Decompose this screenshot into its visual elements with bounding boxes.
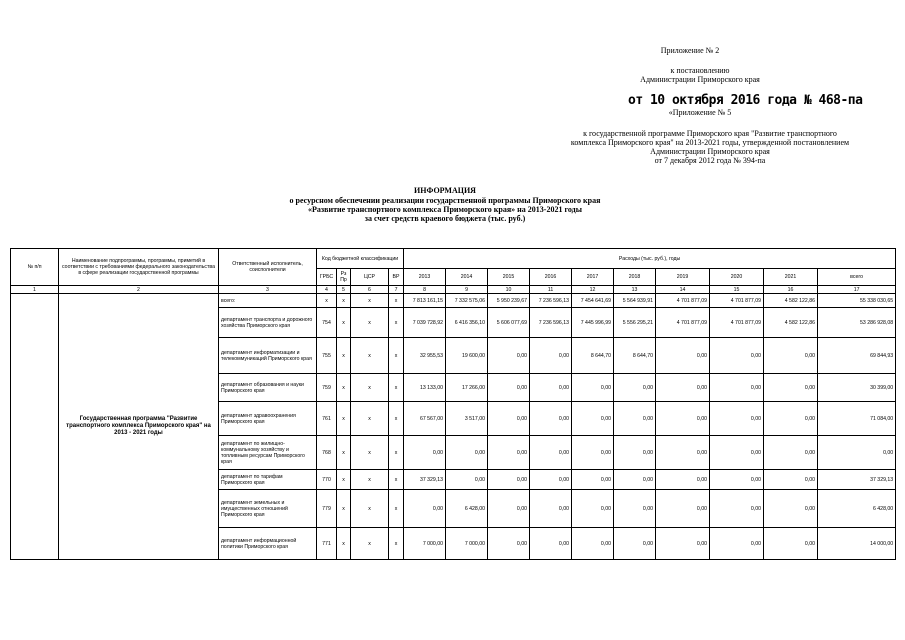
vr-cell: x (389, 294, 404, 308)
csr-cell: x (351, 338, 389, 374)
grbs-cell: x (317, 294, 337, 308)
column-number: 4 (317, 286, 337, 294)
csr-cell: x (351, 528, 389, 560)
column-number-row (11, 286, 896, 294)
amount-cell: 7 813 161,15 (404, 294, 446, 308)
amount-cell: 0,00 (530, 374, 572, 402)
vr-cell: x (389, 436, 404, 470)
table-row (11, 294, 896, 308)
amount-cell: 0,00 (710, 338, 764, 374)
grbs-cell: 754 (317, 308, 337, 338)
column-number: 13 (614, 286, 656, 294)
total-cell: 30 399,00 (818, 374, 896, 402)
rzpr-cell: x (337, 402, 351, 436)
amount-cell: 0,00 (488, 470, 530, 490)
amount-cell: 0,00 (404, 436, 446, 470)
amount-cell: 7 000,00 (404, 528, 446, 560)
amount-cell: 0,00 (614, 374, 656, 402)
amount-cell: 5 556 295,21 (614, 308, 656, 338)
amount-cell: 7 236 596,13 (530, 294, 572, 308)
resolution-date-stamp: от 10 октября 2016 года № 468-па (628, 93, 863, 108)
total-cell: 37 329,13 (818, 470, 896, 490)
rzpr-cell: x (337, 294, 351, 308)
responsible-cell: всего: (219, 294, 317, 308)
total-cell: 0,00 (818, 436, 896, 470)
responsible-cell: департамент по жилищно-коммунальному хозяйству и топливным ресурсам Приморского края (219, 436, 317, 470)
amount-cell: 0,00 (656, 402, 710, 436)
total-cell: 71 084,00 (818, 402, 896, 436)
program-ref-line: от 7 декабря 2012 года № 394-па (654, 156, 766, 165)
amount-cell: 7 445 996,99 (572, 308, 614, 338)
program-ref-line: комплекса Приморского края" на 2013-2021 годы, утвержденной постановлением (570, 138, 850, 147)
header-responsible: Ответственный исполнитель, соисполнители (219, 249, 317, 286)
amount-cell: 0,00 (446, 436, 488, 470)
amount-cell: 32 955,53 (404, 338, 446, 374)
amount-cell: 0,00 (488, 338, 530, 374)
amount-cell: 19 600,00 (446, 338, 488, 374)
responsible-cell: департамент транспорта и дорожного хозяйства Приморского края (219, 308, 317, 338)
amount-cell: 5 564 939,91 (614, 294, 656, 308)
amount-cell: 0,00 (764, 374, 818, 402)
grbs-cell: 768 (317, 436, 337, 470)
column-number: 3 (219, 286, 317, 294)
rzpr-cell: x (337, 338, 351, 374)
total-cell: 53 286 928,08 (818, 308, 896, 338)
appendix5-label: «Приложение № 5 (668, 108, 732, 117)
amount-cell: 0,00 (446, 470, 488, 490)
responsible-cell: департамент земельных и имущественных отношений Приморского края (219, 490, 317, 528)
amount-cell: 0,00 (530, 338, 572, 374)
header-year: 2015 (488, 269, 530, 286)
header-year: 2018 (614, 269, 656, 286)
amount-cell: 0,00 (710, 436, 764, 470)
amount-cell: 0,00 (572, 402, 614, 436)
grbs-cell: 759 (317, 374, 337, 402)
csr-cell: x (351, 490, 389, 528)
rzpr-cell: x (337, 436, 351, 470)
amount-cell: 37 329,13 (404, 470, 446, 490)
vr-cell: x (389, 490, 404, 528)
total-cell: 69 844,93 (818, 338, 896, 374)
amount-cell: 0,00 (488, 490, 530, 528)
vr-cell: x (389, 308, 404, 338)
amount-cell: 0,00 (530, 436, 572, 470)
amount-cell: 5 950 239,67 (488, 294, 530, 308)
header-year: 2016 (530, 269, 572, 286)
grbs-cell: 761 (317, 402, 337, 436)
amount-cell: 0,00 (656, 490, 710, 528)
program-ref-line: Администрации Приморского края (650, 147, 770, 156)
rzpr-cell: x (337, 528, 351, 560)
responsible-cell: департамент здравоохранения Приморского края (219, 402, 317, 436)
amount-cell: 0,00 (530, 528, 572, 560)
grbs-cell: 779 (317, 490, 337, 528)
amount-cell: 0,00 (572, 436, 614, 470)
amount-cell: 4 582 122,86 (764, 294, 818, 308)
header-expenses: Расходы (тыс. руб.), годы (404, 249, 896, 269)
amount-cell: 3 517,00 (446, 402, 488, 436)
amount-cell: 0,00 (710, 528, 764, 560)
program-ref-line: к государственной программе Приморского края "Развитие транспортного (583, 129, 837, 138)
grbs-cell: 771 (317, 528, 337, 560)
amount-cell: 4 582 122,86 (764, 308, 818, 338)
header-year: 2021 (764, 269, 818, 286)
amount-cell: 0,00 (488, 402, 530, 436)
amount-cell: 0,00 (530, 402, 572, 436)
column-number: 2 (59, 286, 219, 294)
amount-cell: 67 567,00 (404, 402, 446, 436)
amount-cell: 0,00 (764, 338, 818, 374)
amount-cell: 5 606 077,69 (488, 308, 530, 338)
vr-cell: x (389, 374, 404, 402)
document-title: ИНФОРМАЦИЯ (414, 186, 476, 195)
column-number: 12 (572, 286, 614, 294)
header-budget-code: Код бюджетной классификации (317, 249, 404, 269)
amount-cell: 0,00 (572, 374, 614, 402)
amount-cell: 0,00 (656, 374, 710, 402)
csr-cell: x (351, 308, 389, 338)
amount-cell: 0,00 (710, 374, 764, 402)
amount-cell: 0,00 (656, 338, 710, 374)
amount-cell: 0,00 (710, 402, 764, 436)
rzpr-cell: x (337, 490, 351, 528)
column-number: 17 (818, 286, 896, 294)
csr-cell: x (351, 402, 389, 436)
amount-cell: 0,00 (764, 402, 818, 436)
grbs-cell: 755 (317, 338, 337, 374)
column-number: 5 (337, 286, 351, 294)
csr-cell: x (351, 436, 389, 470)
total-cell: 55 338 030,65 (818, 294, 896, 308)
amount-cell: 7 000,00 (446, 528, 488, 560)
amount-cell: 0,00 (530, 470, 572, 490)
header-csr: ЦСР (351, 269, 389, 286)
column-number: 1 (11, 286, 59, 294)
amount-cell: 7 332 575,06 (446, 294, 488, 308)
vr-cell: x (389, 528, 404, 560)
csr-cell: x (351, 294, 389, 308)
csr-cell: x (351, 374, 389, 402)
amount-cell: 13 133,00 (404, 374, 446, 402)
amount-cell: 8 644,70 (614, 338, 656, 374)
grbs-cell: 770 (317, 470, 337, 490)
header-grbs: ГРБС (317, 269, 337, 286)
amount-cell: 6 428,00 (446, 490, 488, 528)
amount-cell: 8 644,70 (572, 338, 614, 374)
document-subtitle: «Развитие транспортного комплекса Приморского края» на 2013-2021 годы (308, 205, 582, 214)
column-number: 8 (404, 286, 446, 294)
rzpr-cell: x (337, 374, 351, 402)
vr-cell: x (389, 402, 404, 436)
amount-cell: 0,00 (764, 436, 818, 470)
vr-cell: x (389, 338, 404, 374)
header-vr: ВР (389, 269, 404, 286)
column-number: 11 (530, 286, 572, 294)
total-cell: 14 000,00 (818, 528, 896, 560)
column-number: 7 (389, 286, 404, 294)
amount-cell: 4 701 877,09 (710, 294, 764, 308)
amount-cell: 0,00 (530, 490, 572, 528)
column-number: 10 (488, 286, 530, 294)
responsible-cell: департамент информационной политики Приморского края (219, 528, 317, 560)
document-subtitle: за счет средств краевого бюджета (тыс. руб.) (364, 214, 526, 223)
amount-cell: 7 039 728,92 (404, 308, 446, 338)
resource-table (10, 248, 896, 560)
amount-cell: 0,00 (710, 490, 764, 528)
column-number: 14 (656, 286, 710, 294)
rzpr-cell: x (337, 308, 351, 338)
header-year: 2014 (446, 269, 488, 286)
column-number: 16 (764, 286, 818, 294)
amount-cell: 4 701 877,09 (656, 308, 710, 338)
rzpr-cell: x (337, 470, 351, 490)
responsible-cell: департамент по тарифам Приморского края (219, 470, 317, 490)
column-number: 6 (351, 286, 389, 294)
appendix-label: Приложение № 2 (660, 46, 720, 55)
vr-cell: x (389, 470, 404, 490)
amount-cell: 17 266,00 (446, 374, 488, 402)
amount-cell: 0,00 (488, 528, 530, 560)
administration-label: Администрации Приморского края (640, 75, 760, 84)
header-rzpr: Рз Пр (337, 269, 351, 286)
amount-cell: 0,00 (710, 470, 764, 490)
amount-cell: 0,00 (614, 402, 656, 436)
document-subtitle: о ресурсном обеспечении реализации государственной программы Приморского края (289, 196, 601, 205)
amount-cell: 7 236 596,13 (530, 308, 572, 338)
amount-cell: 0,00 (764, 470, 818, 490)
responsible-cell: департамент информатизации и телекоммуникаций Приморского края (219, 338, 317, 374)
header-year: 2020 (710, 269, 764, 286)
csr-cell: x (351, 470, 389, 490)
amount-cell: 0,00 (764, 528, 818, 560)
amount-cell: 0,00 (764, 490, 818, 528)
amount-cell: 0,00 (488, 374, 530, 402)
row-number-cell (11, 294, 59, 560)
amount-cell: 0,00 (614, 490, 656, 528)
header-year: 2019 (656, 269, 710, 286)
amount-cell: 4 701 877,09 (656, 294, 710, 308)
amount-cell: 0,00 (656, 470, 710, 490)
header-total: всего (818, 269, 896, 286)
total-cell: 6 428,00 (818, 490, 896, 528)
amount-cell: 0,00 (614, 470, 656, 490)
amount-cell: 0,00 (572, 470, 614, 490)
to-resolution-label: к постановлению (670, 66, 730, 75)
amount-cell: 0,00 (572, 528, 614, 560)
header-name: Наименование подпрограммы, программы, приметий в соответствии с требованиями федерального законодательства в сфере реализации государственной программы (59, 249, 219, 286)
column-number: 15 (710, 286, 764, 294)
amount-cell: 0,00 (614, 528, 656, 560)
header-num: № п/п (11, 249, 59, 286)
amount-cell: 0,00 (656, 436, 710, 470)
header-year: 2017 (572, 269, 614, 286)
amount-cell: 0,00 (404, 490, 446, 528)
amount-cell: 7 454 641,69 (572, 294, 614, 308)
amount-cell: 0,00 (614, 436, 656, 470)
amount-cell: 0,00 (488, 436, 530, 470)
program-name-cell: Государственная программа "Развитие транспортного комплекса Приморского края" на 2013 - 2021 годы (59, 294, 219, 560)
header-year: 2013 (404, 269, 446, 286)
responsible-cell: департамент образования и науки Приморского края (219, 374, 317, 402)
amount-cell: 4 701 877,09 (710, 308, 764, 338)
column-number: 9 (446, 286, 488, 294)
amount-cell: 0,00 (572, 490, 614, 528)
amount-cell: 6 416 356,10 (446, 308, 488, 338)
amount-cell: 0,00 (656, 528, 710, 560)
